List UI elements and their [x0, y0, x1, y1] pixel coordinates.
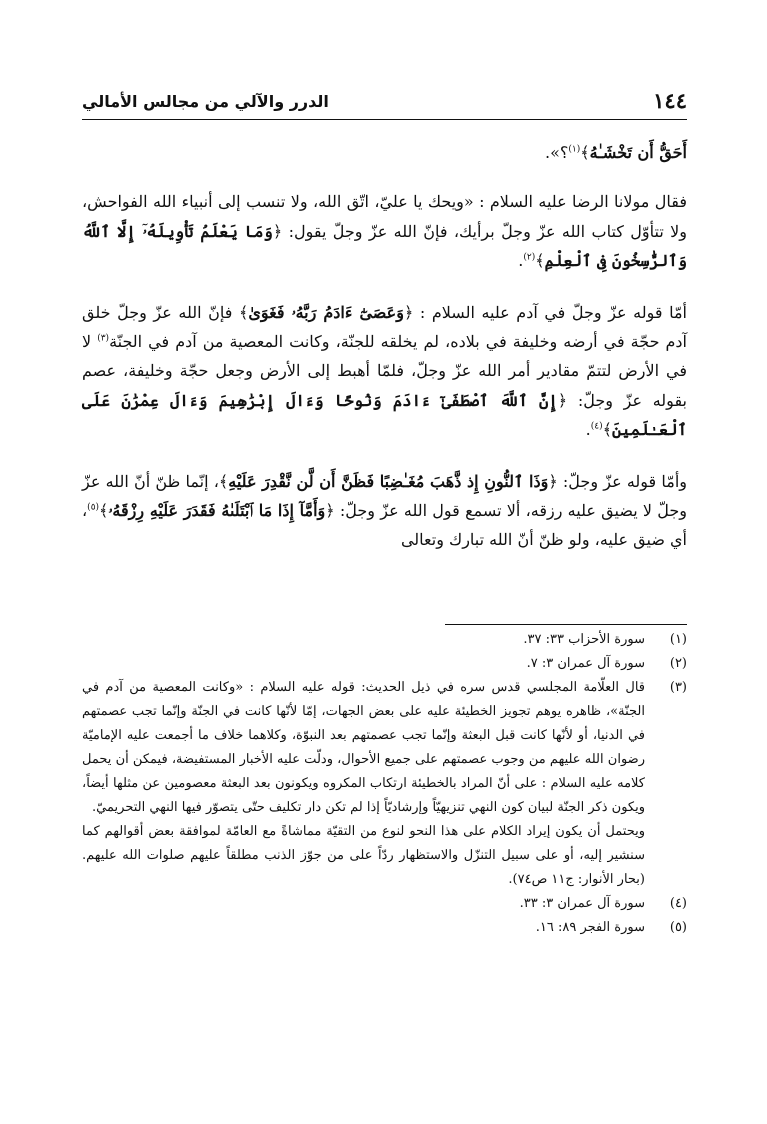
quran-verse: وَذَا ٱلنُّونِ إِذ ذَّهَبَ مُغَـٰضِبًا فَظَنَّ أَن لَّن نَّقْدِرَ عَلَيْهِ — [228, 471, 549, 491]
footnote-ref: (١) — [568, 144, 581, 155]
text-run: ﴾ — [602, 420, 612, 440]
paragraph-4 — [82, 467, 687, 555]
main-text — [82, 138, 687, 577]
header-divider — [82, 119, 687, 120]
footnotes — [82, 628, 687, 940]
footnote-item — [82, 916, 687, 940]
text-run: لا في الأرض لتتمّ مقادير أمر الله عزّ وجلّ، فلمّا أهبط إلى الأرض وجعل حجّة وخليفة، عصم بقوله عزّ وجلّ: ﴿ — [82, 332, 687, 410]
footnote-text: سورة الأحزاب ٣٣: ٣٧. — [523, 632, 645, 647]
footnote-text: سورة الفجر ٨٩: ١٦. — [535, 920, 645, 935]
quran-verse: أَحَقُّ أَن تَخْشَـٰهُ — [589, 143, 687, 162]
footnote-number: (١) — [669, 632, 687, 647]
footnote-number: (٥) — [669, 920, 687, 935]
text-run: ﴾، إنّما ظنّ أنّ الله عزّ وجلّ لا يضيق عليه رزقه، ألا تسمع قول الله عزّ وجلّ: ﴿ — [82, 471, 687, 521]
footnote-ref: (٣) — [97, 333, 110, 344]
quran-verse: إِنَّ ٱللَّهَ ٱصْطَفَىٰٓ ءَادَمَ وَنُوحًا وَءَالَ إِبْرَٰهِيمَ وَءَالَ عِمْرَٰنَ عَلَى ٱلْعَـٰلَمِينَ — [82, 390, 687, 440]
footnote-item — [82, 676, 687, 892]
text-run: ، أي ضيق عليه، ولو ظنّ أنّ الله تبارك وتعالى — [82, 501, 687, 550]
paragraph-2 — [82, 187, 687, 275]
text-run: أمّا قوله عزّ وجلّ في آدم عليه السلام : ﴿ — [403, 302, 687, 322]
text-run: ﴾ — [535, 251, 545, 271]
text-run: ؟». — [545, 143, 569, 162]
quran-verse: وَعَصَىٰٓ ءَادَمُ رَبَّهُۥ فَغَوَىٰ — [248, 302, 404, 322]
text-run: . — [585, 420, 591, 440]
footnote-ref: (٢) — [523, 252, 536, 263]
paragraph-1: أَحَقُّ أَن تَخْشَـٰهُ﴾$^{(١)}$؟». — [545, 143, 687, 162]
footnote-text: سورة آل عمران ٣: ٣٣. — [519, 896, 645, 911]
text-run: ﴾ فإنّ الله عزّ وجلّ خلق آدم حجّة في أرضه وخليفة في بلاده، لم يخلقه للجنّة، وكانت المعصية من آدم في الجنّة — [82, 302, 688, 352]
text-run: . — [518, 251, 524, 271]
footnote-item — [82, 652, 687, 676]
footnote-text: قال العلّامة المجلسي قدس سره في ذيل الحديث: قوله عليه السلام : «وكانت المعصية من آدم في الجنّة»، ظاهره يوهم تجويز الخطيئة عليه على بعض الجهات، إمّا لأنّها كانت في الجنّة وإنّما تجب عصمتهم في الدنيا، أو لأنّها كانت قبل البعثة وإنّما تجب عصمتهم بعد النبوّة، وكلاهما خلاف ما أجمعت عليه الإماميّة رضوان الله عليهم من وجوب عصمتهم على جميع الأحوال، ودلّت عليه الأخبار المستفيضة، فيمكن أن يحمل كلامه عليه السلام : على أنّ المراد بالخطيئة ارتكاب المكروه ويكونون بعد البعثة معصومين عن مثلها أيضاً، ويكون ذكر الجنّة لبيان كون النهي تنزيهيّاً وإرشاديّاً إذا لم تكن دار تكليف حتّى يتصوّر فيها النهي التحريميّ. — [82, 680, 645, 815]
quran-verse: وَمَا يَعْلَمُ تَأْوِيلَهُۥٓ إِلَّا ٱللَّهُ وَٱلرَّٰسِخُونَ فِى ٱلْعِلْمِ — [82, 221, 687, 271]
footnote-number: (٣) — [669, 680, 687, 695]
footnote-number: (٢) — [669, 656, 687, 671]
footnote-continuation: ويحتمل أن يكون إيراد الكلام على هذا النحو لنوع من التقيّة مماشاةً مع العامّة لموافقة بعض أقوالهم كما سنشير إليه، أو على سبيل التنزّل والاستظهار ردّاً على من جوّز الذنب مطلقاً عليهم صلوات الله عليهم. (بحار الأنوار: ج١١ ص٧٤). — [82, 824, 645, 887]
book-title: الدرر والآلي من مجالس الأمالي — [82, 92, 329, 111]
footnote-ref: (٤) — [590, 421, 603, 432]
text-run: فقال مولانا الرضا عليه السلام : «ويحك يا عليّ، اتّق الله، ولا تنسب إلى أنبياء الله الفواحش، ولا تتأوّل كتاب الله عزّ وجلّ برأيك، فإنّ الله عزّ وجلّ يقول: ﴿ — [82, 192, 687, 241]
text-run: ﴾ — [99, 501, 109, 521]
footnote-item — [82, 628, 687, 652]
paragraph-3 — [82, 298, 687, 445]
page-number: ١٤٤ — [653, 88, 687, 113]
quran-verse: وَأَمَّآ إِذَا مَا ٱبْتَلَىٰهُ فَقَدَرَ عَلَيْهِ رِزْقَهُۥ — [108, 501, 326, 521]
footnote-item — [82, 892, 687, 916]
footnote-ref: (٥) — [87, 502, 100, 513]
page-header — [82, 88, 687, 114]
footnote-number: (٤) — [669, 896, 687, 911]
text-run: وأمّا قوله عزّ وجلّ: ﴿ — [548, 471, 688, 491]
footnote-text: سورة آل عمران ٣: ٧. — [526, 656, 645, 671]
footnote-divider — [445, 624, 687, 625]
